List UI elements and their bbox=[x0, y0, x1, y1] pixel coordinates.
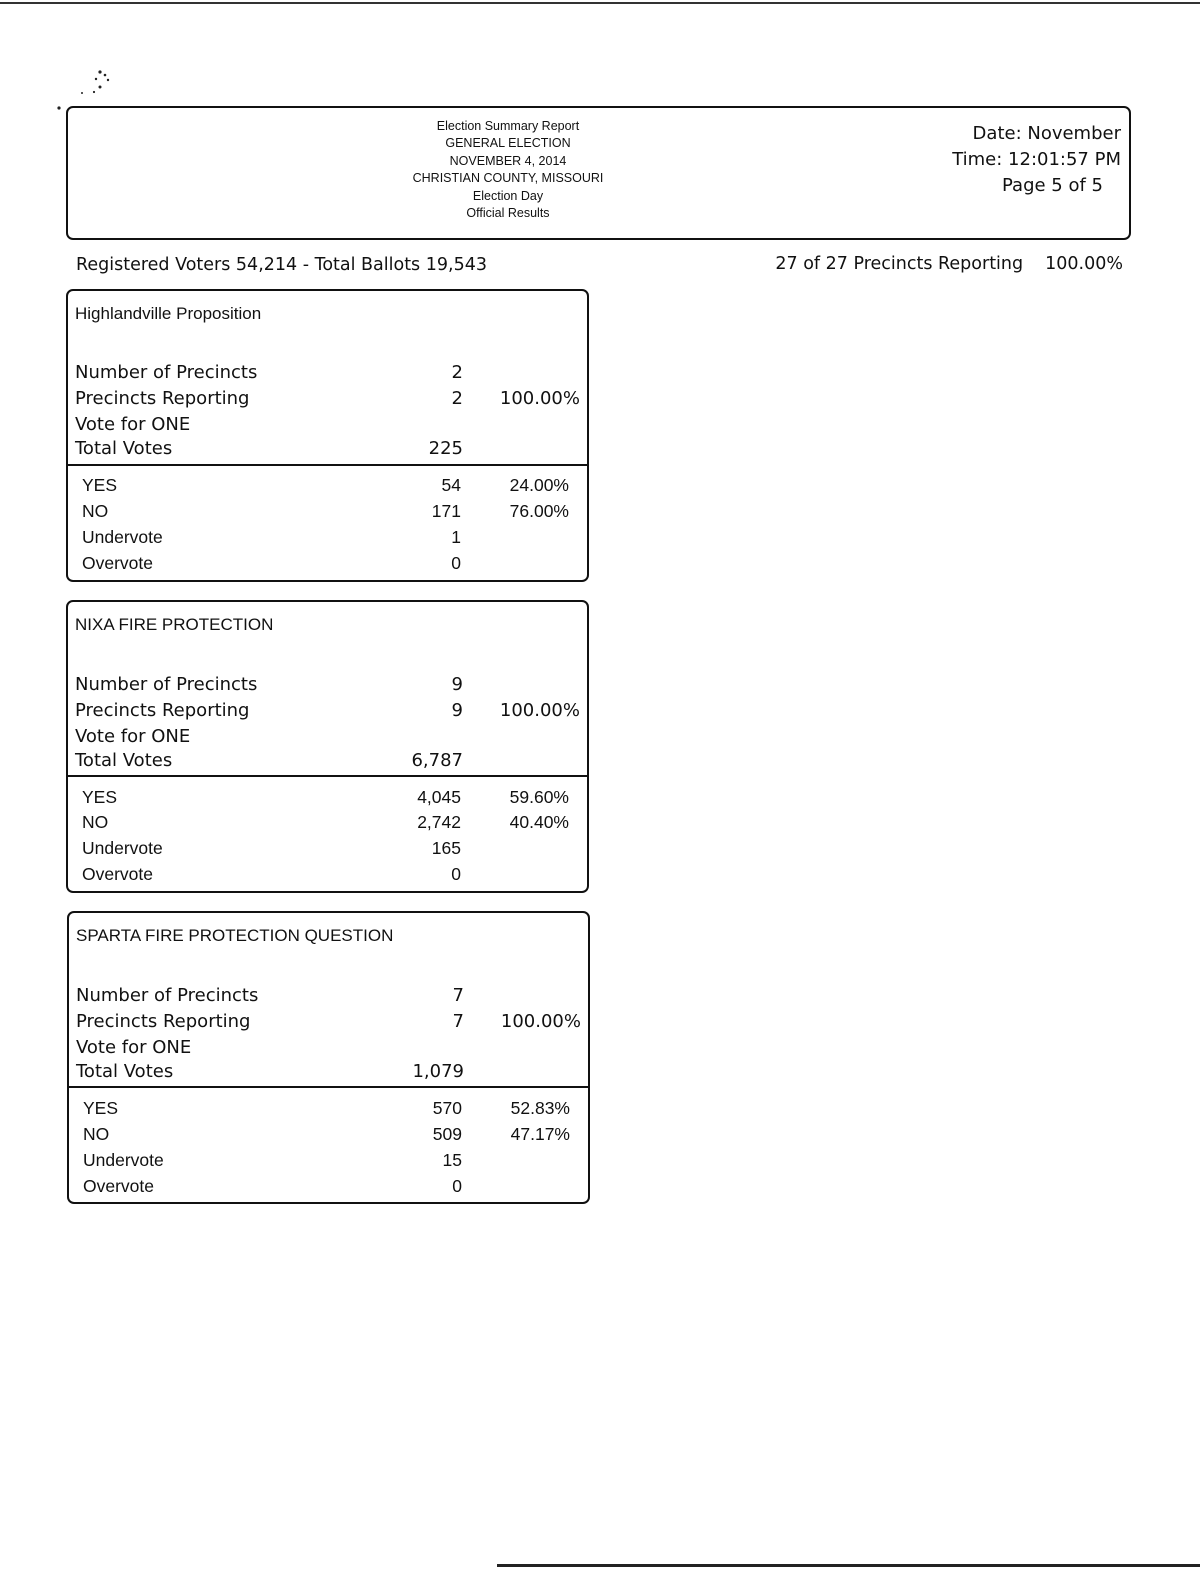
choice-votes: 0 bbox=[451, 553, 461, 573]
choice-votes: 54 bbox=[441, 475, 461, 495]
choice-row bbox=[83, 1121, 578, 1147]
scan-edge-line bbox=[497, 1564, 1200, 1567]
stat-row bbox=[75, 724, 580, 749]
election-date: NOVEMBER 4, 2014 bbox=[449, 153, 567, 168]
stat-row bbox=[76, 983, 581, 1008]
choice-row bbox=[82, 809, 577, 835]
stat-label: Vote for ONE bbox=[76, 1037, 192, 1058]
stat-label: Precincts Reporting bbox=[76, 1011, 251, 1032]
stat-row bbox=[76, 1035, 581, 1060]
stat-label: Total Votes bbox=[75, 438, 173, 459]
choice-votes: 570 bbox=[432, 1098, 462, 1118]
choice-votes: 171 bbox=[431, 501, 461, 521]
stat-value: 6,787 bbox=[411, 750, 463, 771]
choice-percent: 76.00% bbox=[509, 501, 569, 521]
report-meta bbox=[952, 121, 1121, 199]
stat-label: Number of Precincts bbox=[76, 985, 259, 1006]
report-time: Time: 12:01:57 PM bbox=[952, 149, 1121, 170]
choice-percent: 47.17% bbox=[510, 1124, 570, 1144]
report-title: Election Summary Report bbox=[436, 119, 580, 133]
section-divider bbox=[68, 464, 587, 466]
stat-value: 225 bbox=[428, 438, 463, 459]
stat-row bbox=[76, 1059, 581, 1084]
contest-title: Highlandville Proposition bbox=[75, 304, 262, 323]
choice-votes: 165 bbox=[431, 838, 461, 858]
result-status: Official Results bbox=[466, 206, 550, 221]
choice-row bbox=[82, 550, 577, 576]
stat-value: 2 bbox=[451, 362, 463, 383]
report-title-block bbox=[363, 118, 653, 222]
choice-votes: 0 bbox=[451, 864, 461, 884]
contest-box bbox=[66, 600, 589, 893]
contest-title: NIXA FIRE PROTECTION bbox=[75, 615, 274, 634]
choice-votes: 2,742 bbox=[417, 812, 461, 832]
scan-edge-line bbox=[0, 2, 1200, 4]
choice-votes: 1 bbox=[451, 527, 461, 547]
choice-label: Overvote bbox=[82, 553, 153, 573]
stat-value: 2 bbox=[451, 388, 463, 409]
choice-percent: 59.60% bbox=[509, 787, 569, 807]
choice-label: Undervote bbox=[82, 527, 163, 547]
stat-row bbox=[75, 386, 580, 411]
choice-row bbox=[83, 1173, 578, 1199]
choice-percent: 40.40% bbox=[509, 812, 569, 832]
report-scope: Election Day bbox=[472, 188, 544, 203]
stat-label: Vote for ONE bbox=[75, 414, 191, 435]
choice-votes: 0 bbox=[452, 1176, 462, 1196]
page-number: Page 5 of 5 bbox=[1002, 175, 1103, 196]
report-header bbox=[66, 106, 1131, 240]
choice-row bbox=[82, 472, 577, 498]
precincts-summary bbox=[775, 254, 1123, 274]
choice-label: Undervote bbox=[83, 1150, 164, 1170]
choice-percent: 24.00% bbox=[509, 475, 569, 495]
report-date: Date: November bbox=[972, 123, 1121, 144]
choice-row bbox=[82, 784, 577, 810]
stat-value: 7 bbox=[452, 1011, 464, 1032]
choice-label: Undervote bbox=[82, 838, 163, 858]
choice-label: NO bbox=[83, 1124, 110, 1144]
stat-label: Total Votes bbox=[75, 750, 173, 771]
stat-label: Vote for ONE bbox=[75, 726, 191, 747]
precincts-reporting-summary: 27 of 27 Precincts Reporting bbox=[775, 254, 1024, 274]
choice-percent: 52.83% bbox=[510, 1098, 570, 1118]
stat-value: 9 bbox=[451, 674, 463, 695]
choice-row bbox=[82, 524, 577, 550]
stat-row bbox=[75, 698, 580, 723]
choice-label: YES bbox=[83, 1098, 119, 1118]
choice-votes: 15 bbox=[442, 1150, 462, 1170]
stat-row bbox=[76, 1009, 581, 1034]
stat-label: Number of Precincts bbox=[75, 362, 258, 383]
stat-label: Total Votes bbox=[76, 1061, 174, 1082]
election-name: GENERAL ELECTION bbox=[445, 136, 571, 151]
section-divider bbox=[68, 775, 587, 777]
choice-votes: 509 bbox=[432, 1124, 462, 1144]
stat-percent: 100.00% bbox=[499, 700, 580, 721]
choice-row bbox=[82, 861, 577, 887]
choice-label: NO bbox=[82, 501, 109, 521]
choice-label: Overvote bbox=[82, 864, 153, 884]
stat-row bbox=[75, 360, 580, 385]
contest-box bbox=[67, 911, 590, 1204]
choice-row bbox=[83, 1095, 578, 1121]
stat-label: Precincts Reporting bbox=[75, 388, 250, 409]
precincts-percent-summary: 100.00% bbox=[1045, 254, 1123, 274]
stat-value: 7 bbox=[452, 985, 464, 1006]
choice-row bbox=[82, 498, 577, 524]
jurisdiction: CHRISTIAN COUNTY, MISSOURI bbox=[412, 171, 604, 186]
stat-row bbox=[75, 748, 580, 773]
section-divider bbox=[69, 1086, 588, 1088]
choice-label: NO bbox=[82, 812, 109, 832]
choice-label: YES bbox=[82, 475, 118, 495]
stat-value: 1,079 bbox=[412, 1061, 464, 1082]
stat-value: 9 bbox=[451, 700, 463, 721]
stat-row bbox=[75, 412, 580, 437]
stat-label: Number of Precincts bbox=[75, 674, 258, 695]
stat-row bbox=[75, 436, 580, 461]
choice-label: Overvote bbox=[83, 1176, 154, 1196]
voters-ballots-summary: Registered Voters 54,214 - Total Ballots 19,543 bbox=[76, 255, 487, 275]
contest-box bbox=[66, 289, 589, 582]
choice-row bbox=[83, 1147, 578, 1173]
stat-row bbox=[75, 672, 580, 697]
choice-votes: 4,045 bbox=[417, 787, 461, 807]
contest-title: SPARTA FIRE PROTECTION QUESTION bbox=[76, 926, 394, 945]
stat-label: Precincts Reporting bbox=[75, 700, 250, 721]
choice-row bbox=[82, 835, 577, 861]
choice-label: YES bbox=[82, 787, 118, 807]
stat-percent: 100.00% bbox=[499, 388, 580, 409]
stat-percent: 100.00% bbox=[500, 1011, 581, 1032]
